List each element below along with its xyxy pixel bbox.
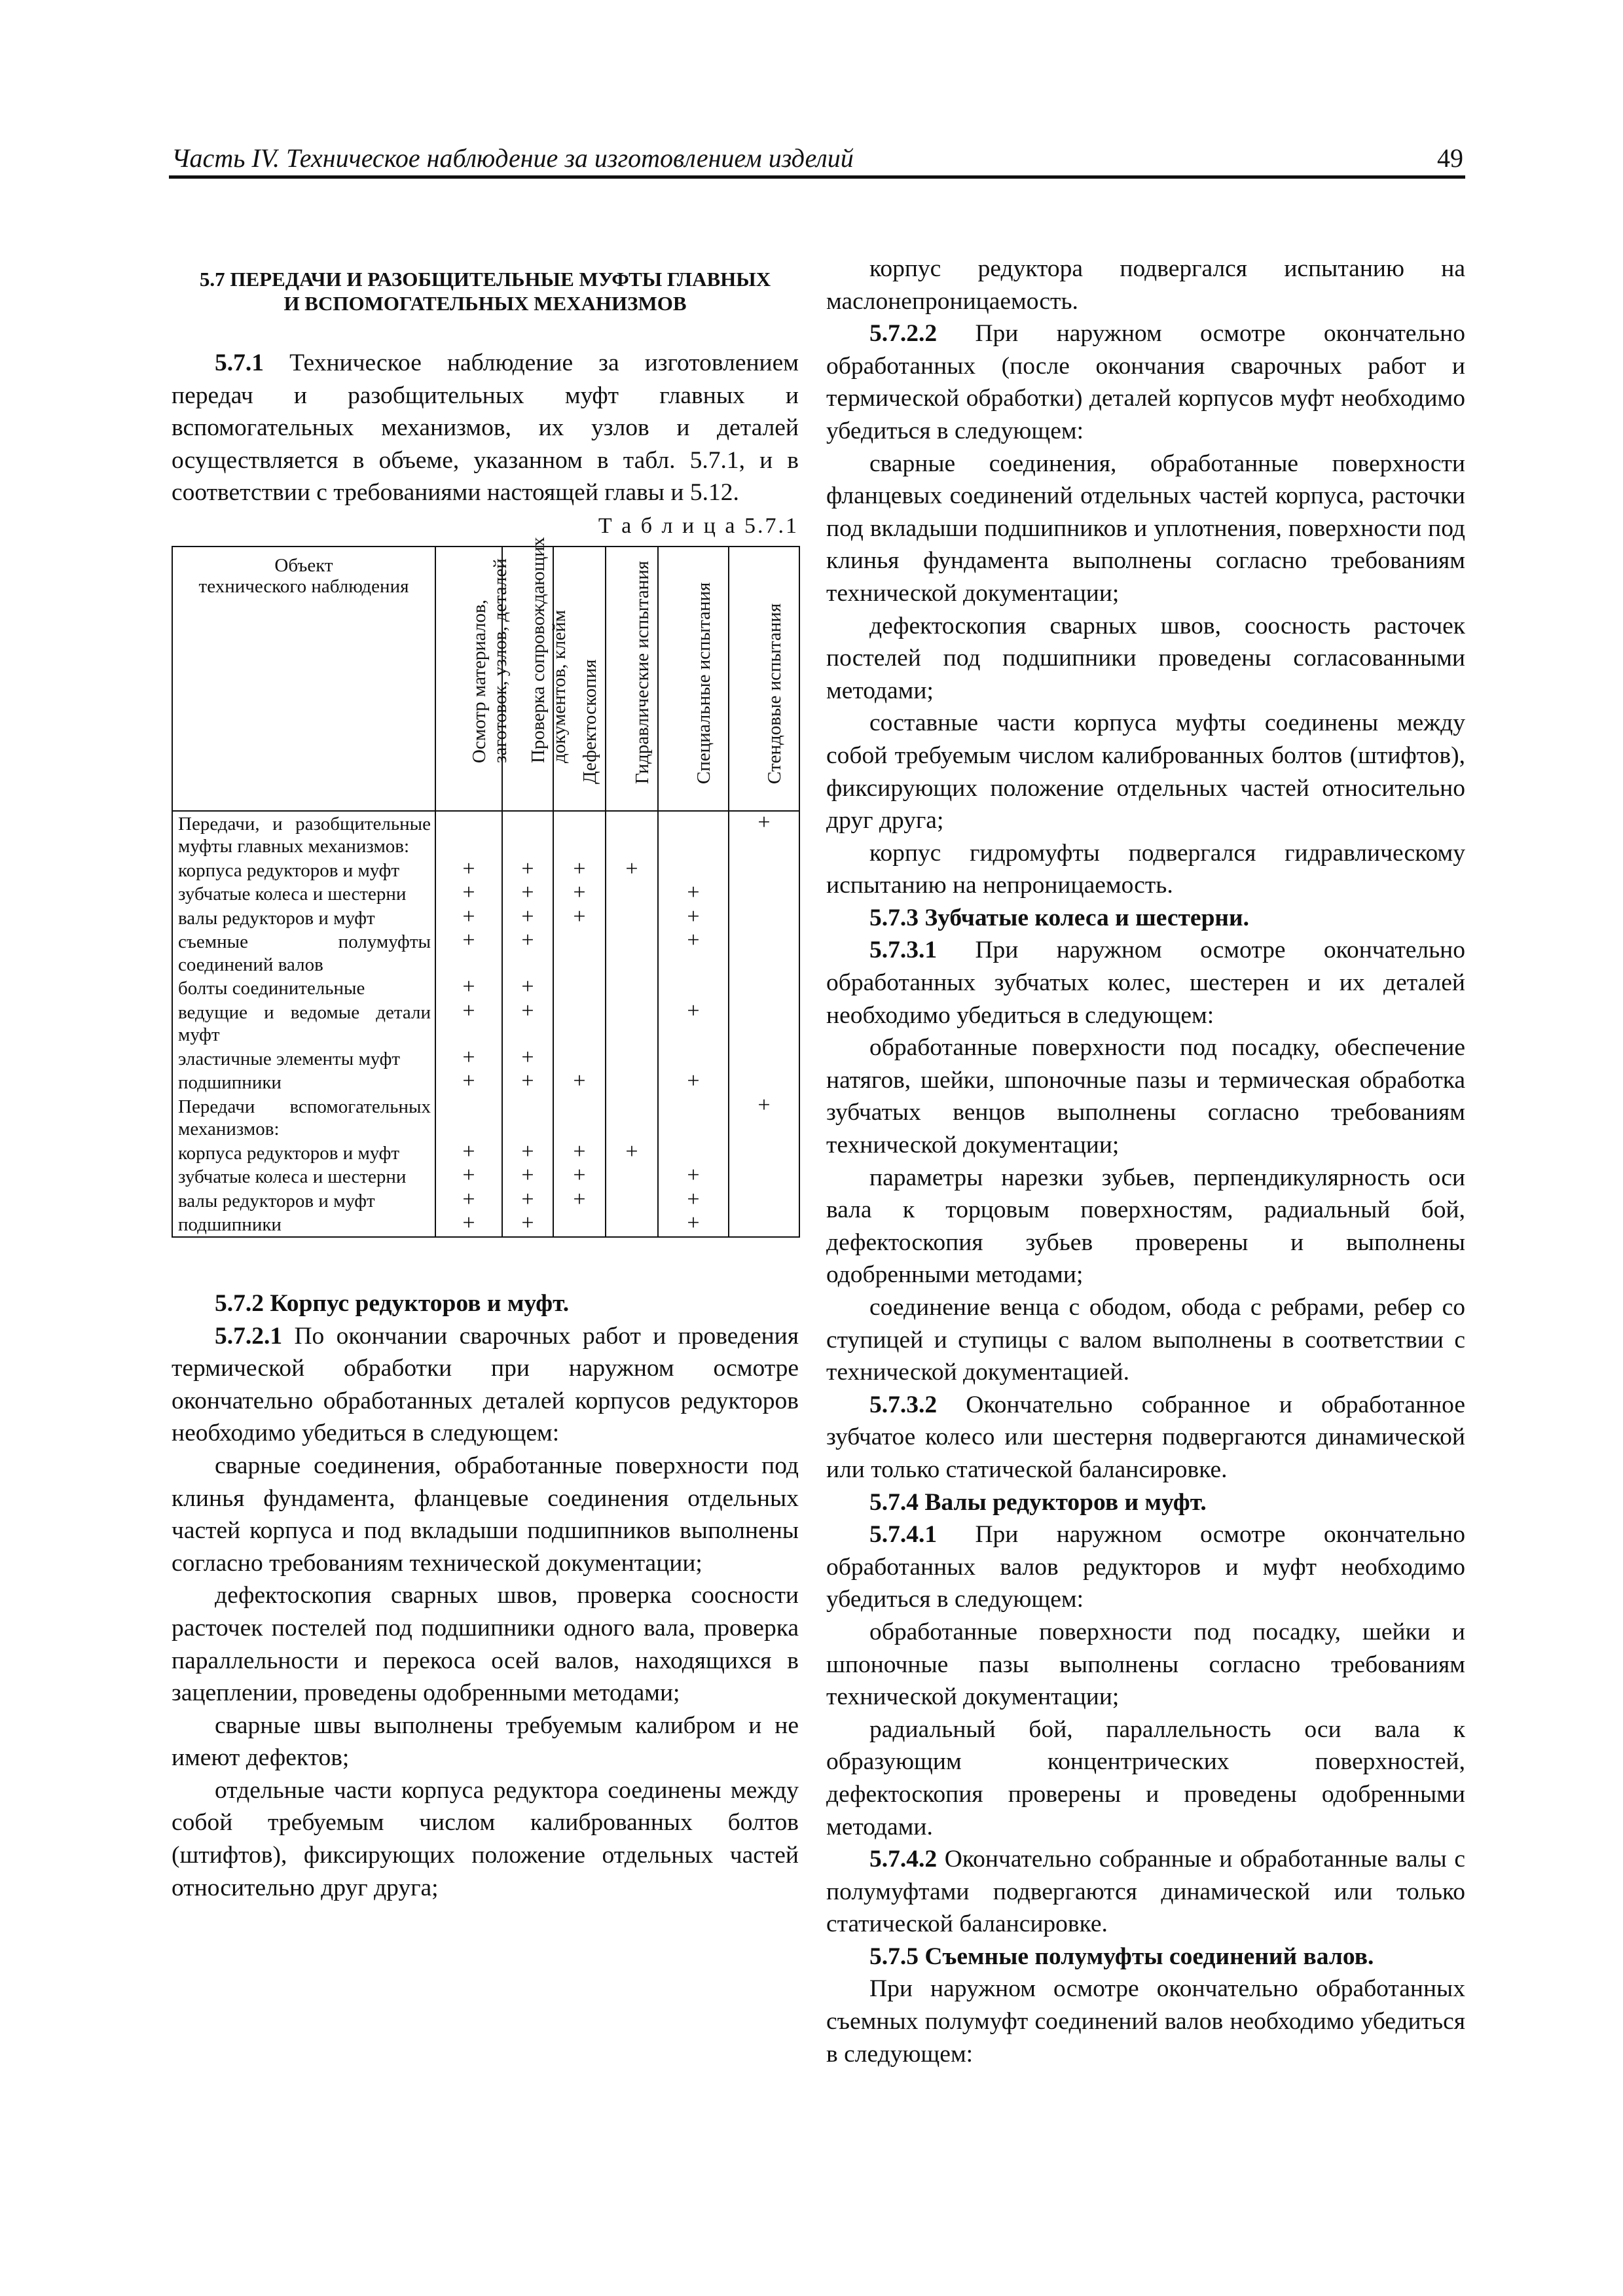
row-label: съемные полумуфты соединений валов <box>172 929 435 976</box>
table-cell-mark: + <box>435 1047 502 1071</box>
clause-text: При наружном осмотре окончательно обработанных валов редукторов и муфт необходимо убедиться в следующем: <box>826 1521 1465 1613</box>
table-cell-mark: + <box>502 1070 553 1094</box>
table-row <box>172 1000 799 1047</box>
table-row <box>172 906 799 930</box>
table-cell-mark <box>729 929 799 976</box>
paragraph: радиальный бой, параллельность оси вала к образующим концентрических поверхностей, дефектоскопия проверены и проведены одобренными методами. <box>826 1715 1465 1840</box>
header-rule <box>169 175 1465 179</box>
table-cell-mark <box>553 1094 606 1141</box>
table-cell-mark <box>553 1212 606 1237</box>
clause-number: 5.7.3.1 <box>869 937 938 964</box>
row-label: корпуса редукторов и муфт <box>172 1141 435 1165</box>
clause-text: Окончательно собранное и обработанное зубчатое колесо или шестерня подвергаются динамической или только статической балансировке. <box>826 1391 1465 1483</box>
table-cell-mark <box>729 976 799 1000</box>
table-cell-mark <box>553 811 606 858</box>
table-row <box>172 1094 799 1141</box>
paragraph-5-7-2-1 <box>172 1320 799 1450</box>
table-cell-mark: + <box>502 1000 553 1047</box>
table-cell-mark: + <box>502 929 553 976</box>
paragraph: сварные соединения, обработанные поверхности фланцевых соединений отдельных частей корпуса, расточки под вкладыши подшипников и уплотнения, поверхности под клинья фундамента выполнены согласно требованиям технической документации; <box>826 450 1465 607</box>
row-label: Передачи вспомогательных механизмов: <box>172 1094 435 1141</box>
table-row <box>172 976 799 1000</box>
table-row <box>172 1189 799 1213</box>
table-cell-mark <box>606 906 658 930</box>
table-cell-mark <box>553 976 606 1000</box>
table-cell-mark: + <box>658 1164 729 1189</box>
paragraph: отдельные части корпуса редуктора соединены между собой требуемым числом калиброванных болтов (штифтов), фиксирующих положение отдельных частей относительно друг друга; <box>172 1776 799 1901</box>
clause-text: При наружном осмотре окончательно обработанных (после окончания сварочных работ и термической обработки) деталей корпусов муфт необходимо убедиться в следующем: <box>826 320 1465 444</box>
table-cell-mark: + <box>435 1070 502 1094</box>
row-label: валы редукторов и муфт <box>172 1189 435 1213</box>
paragraph-5-7-4-2 <box>826 1843 1465 1941</box>
table-row <box>172 1070 799 1094</box>
clause-number: 5.7.2.1 <box>215 1322 283 1350</box>
clause-text: Техническое наблюдение за изготовлением передач и разобщительных муфт главных и вспомогательных механизмов, их узлов и деталей осуществляется в объеме, указанном в табл. 5.7.1, и в соответствии с требованиями настоящей главы и 5.12. <box>172 350 799 507</box>
paragraph: дефектоскопия сварных швов, соосность расточек постелей под подшипники проведены согласованными методами; <box>826 612 1465 704</box>
table-5-7-1 <box>172 537 800 1238</box>
table-cell-mark <box>435 1094 502 1141</box>
clause-text: По окончании сварочных работ и проведения термической обработки при наружном осмотре окончательно обработанных деталей корпусов редукторов необходимо убедиться в следующем: <box>172 1322 799 1447</box>
table-cell-mark: + <box>553 858 606 882</box>
paragraph: сварные швы выполнены требуемым калибром и не имеют дефектов; <box>172 1712 799 1772</box>
table-cell-mark: + <box>658 929 729 976</box>
paragraph: параметры нарезки зубьев, перпендикулярность оси вала к торцовым поверхностям, радиальный бой, дефектоскопия зубьев проверены и выполнены одобренными методами; <box>826 1164 1465 1289</box>
paragraph-5-7-3-1 <box>826 934 1465 1031</box>
table-cell-mark: + <box>502 976 553 1000</box>
table-cell-mark: + <box>553 1164 606 1189</box>
table-cell-mark <box>729 1000 799 1047</box>
section-title-line-2: И ВСПОМОГАТЕЛЬНЫХ МЕХАНИЗМОВ <box>283 292 687 315</box>
table-cell-mark: + <box>435 858 502 882</box>
column-header-documents: Проверка сопровождающих документов, клейм <box>502 547 553 811</box>
table-cell-mark: + <box>435 1000 502 1047</box>
column-header-special-tests: Специальные испытания <box>658 547 729 811</box>
table-cell-mark: + <box>553 906 606 930</box>
table-cell-mark <box>658 858 729 882</box>
table-cell-mark: + <box>502 906 553 930</box>
row-label: зубчатые колеса и шестерни <box>172 1164 435 1189</box>
table-cell-mark: + <box>658 1000 729 1047</box>
table-cell-mark: + <box>435 882 502 906</box>
table-cell-mark <box>502 811 553 858</box>
table-cell-mark <box>553 1000 606 1047</box>
table-cell-mark: + <box>606 858 658 882</box>
row-label: зубчатые колеса и шестерни <box>172 882 435 906</box>
table-row <box>172 1212 799 1237</box>
table-header-row <box>172 547 799 811</box>
clause-number: 5.7.1 <box>215 350 264 376</box>
table-cell-mark <box>729 1164 799 1189</box>
row-label: болты соединительные <box>172 976 435 1000</box>
object-column-header: Объект технического наблюдения <box>172 547 435 811</box>
table-cell-mark <box>658 1047 729 1071</box>
row-label: ведущие и ведомые детали муфт <box>172 1000 435 1047</box>
paragraph: обработанные поверхности под посадку, шейки и шпоночные пазы выполнены согласно требованиям технической документации; <box>826 1618 1465 1711</box>
table-cell-mark <box>658 1094 729 1141</box>
table-cell-mark <box>729 882 799 906</box>
table-cell-mark: + <box>553 1189 606 1213</box>
running-header-title: Часть IV. Техническое наблюдение за изготовлением изделий <box>172 143 854 173</box>
table-cell-mark <box>435 811 502 858</box>
paragraph: сварные соединения, обработанные поверхности под клинья фундамента, фланцевые соединения отдельных частей корпуса и под вкладыши подшипников выполнены согласно требованиям технической документации; <box>172 1452 799 1577</box>
table-cell-mark: + <box>435 929 502 976</box>
table-row <box>172 1047 799 1071</box>
page-number: 49 <box>1437 143 1463 173</box>
clause-number: 5.7.3.2 <box>869 1391 938 1418</box>
table-cell-mark <box>729 858 799 882</box>
heading-5-7-5: 5.7.5 Съемные полумуфты соединений валов. <box>869 1943 1374 1970</box>
table-caption: Т а б л и ц а 5.7.1 <box>598 513 799 538</box>
paragraph: составные части корпуса муфты соединены между собой требуемым числом калиброванных болтов (штифтов), фиксирующих положение отдельных частей относительно друг друга; <box>826 709 1465 834</box>
table-cell-mark: + <box>553 1070 606 1094</box>
table-cell-mark: + <box>502 1047 553 1071</box>
table-cell-mark: + <box>502 1189 553 1213</box>
table-cell-mark: + <box>658 1189 729 1213</box>
row-label: подшипники <box>172 1070 435 1094</box>
table-row <box>172 858 799 882</box>
table-cell-mark <box>553 1047 606 1071</box>
table-cell-mark: + <box>553 882 606 906</box>
table-cell-mark: + <box>502 1164 553 1189</box>
table-cell-mark: + <box>658 1070 729 1094</box>
paragraph: соединение венца с ободом, обода с ребрами, ребер со ступицей и ступицы с валом выполнены в соответствии с технической документацией. <box>826 1294 1465 1386</box>
table-cell-mark <box>606 976 658 1000</box>
heading-5-7-2: 5.7.2 Корпус редукторов и муфт. <box>215 1289 570 1317</box>
table-cell-mark <box>729 1047 799 1071</box>
table-row <box>172 929 799 976</box>
column-header-bench-tests: Стендовые испытания <box>729 547 799 811</box>
table-cell-mark: + <box>502 858 553 882</box>
column-header-hydraulic-tests: Гидравлические испытания <box>606 547 658 811</box>
heading-5-7-3: 5.7.3 Зубчатые колеса и шестерни. <box>869 904 1250 931</box>
row-label: корпуса редукторов и муфт <box>172 858 435 882</box>
table-cell-mark <box>729 1189 799 1213</box>
table-cell-mark <box>606 1164 658 1189</box>
heading-5-7-4: 5.7.4 Валы редукторов и муфт. <box>869 1488 1207 1516</box>
table-cell-mark <box>553 929 606 976</box>
table-cell-mark <box>729 1212 799 1237</box>
paragraph: обработанные поверхности под посадку, обеспечение натягов, шейки, шпоночные пазы и термическая обработка зубчатых венцов выполнены согласно требованиям технической документации; <box>826 1034 1465 1159</box>
table-cell-mark: + <box>658 906 729 930</box>
table-cell-mark <box>606 1212 658 1237</box>
paragraph-5-7-4-1 <box>826 1518 1465 1616</box>
table-cell-mark <box>729 1141 799 1165</box>
row-label: эластичные элементы муфт <box>172 1047 435 1071</box>
table-cell-mark: + <box>435 906 502 930</box>
right-column <box>826 253 1465 2070</box>
clause-number: 5.7.4.2 <box>869 1846 938 1873</box>
table-cell-mark <box>606 929 658 976</box>
clause-number: 5.7.2.2 <box>869 320 938 348</box>
left-column <box>172 255 799 1904</box>
table-cell-mark <box>658 976 729 1000</box>
table-cell-mark <box>606 1047 658 1071</box>
table-cell-mark <box>606 1189 658 1213</box>
table-cell-mark: + <box>658 1212 729 1237</box>
table-cell-mark: + <box>729 1094 799 1141</box>
table-cell-mark: + <box>658 882 729 906</box>
table-cell-mark: + <box>435 1141 502 1165</box>
table-cell-mark: + <box>435 1189 502 1213</box>
paragraph: корпус гидромуфты подвергался гидравлическому испытанию на непроницаемость. <box>826 839 1465 899</box>
paragraph-5-7-1 <box>172 347 799 509</box>
table-cell-mark <box>658 811 729 858</box>
table-cell-mark <box>606 882 658 906</box>
table-row <box>172 1141 799 1165</box>
table-cell-mark: + <box>553 1141 606 1165</box>
table-cell-mark <box>502 1094 553 1141</box>
table-cell-mark: + <box>435 976 502 1000</box>
column-header-inspection: Осмотр материалов, заготовок, узлов, деталей <box>435 547 502 811</box>
row-label: подшипники <box>172 1212 435 1237</box>
paragraph: дефектоскопия сварных швов, проверка соосности расточек постелей под подшипники одного вала, проверка параллельности и перекоса осей валов, находящихся в зацеплении, проведены одобренными методами; <box>172 1582 799 1707</box>
table-body <box>172 811 799 1237</box>
table-cell-mark: + <box>606 1141 658 1165</box>
row-label: валы редукторов и муфт <box>172 906 435 930</box>
table-cell-mark: + <box>435 1212 502 1237</box>
table-cell-mark <box>606 1070 658 1094</box>
paragraph: корпус редуктора подвергался испытанию на маслонепроницаемость. <box>826 255 1465 315</box>
table-cell-mark <box>606 1000 658 1047</box>
table-cell-mark <box>729 1070 799 1094</box>
section-title <box>172 267 799 315</box>
table-cell-mark: + <box>502 1141 553 1165</box>
table-row <box>172 882 799 906</box>
table-cell-mark: + <box>502 882 553 906</box>
table-cell-mark <box>729 906 799 930</box>
clause-text: При наружном осмотре окончательно обработанных зубчатых колес, шестерен и их деталей необходимо убедиться в следующем: <box>826 937 1465 1029</box>
paragraph-5-7-2-2 <box>826 317 1465 447</box>
table-cell-mark <box>658 1141 729 1165</box>
clause-number: 5.7.4.1 <box>869 1521 938 1549</box>
column-header-flaw-detection: Дефектоскопия <box>553 547 606 811</box>
paragraph: При наружном осмотре окончательно обработанных съемных полумуфт соединений валов необходимо убедиться в следующем: <box>826 1975 1465 2068</box>
table-cell-mark <box>606 811 658 858</box>
table-cell-mark: + <box>502 1212 553 1237</box>
table-cell-mark: + <box>435 1164 502 1189</box>
paragraph-5-7-3-2 <box>826 1389 1465 1486</box>
section-title-line-1: 5.7 ПЕРЕДАЧИ И РАЗОБЩИТЕЛЬНЫЕ МУФТЫ ГЛАВНЫХ <box>199 268 771 291</box>
clause-text: Окончательно собранные и обработанные валы с полумуфтами подвергаются динамической или только статической балансировке. <box>826 1846 1465 1938</box>
table-cell-mark <box>606 1094 658 1141</box>
row-label: Передачи, и разобщительные муфты главных механизмов: <box>172 811 435 858</box>
table-row <box>172 1164 799 1189</box>
table-cell-mark: + <box>729 811 799 858</box>
table-row <box>172 811 799 858</box>
